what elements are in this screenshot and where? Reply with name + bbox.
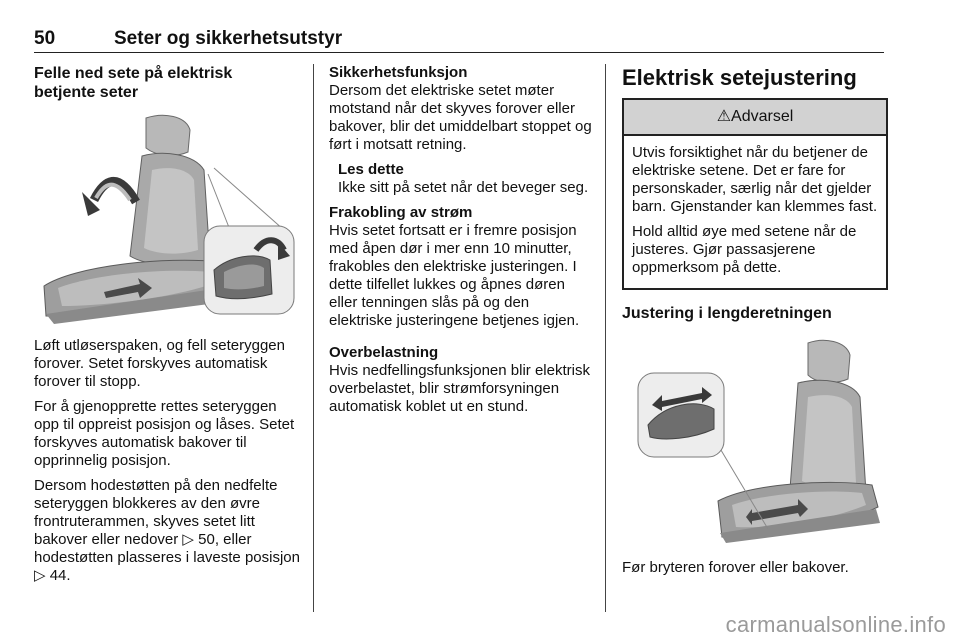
paragraph: For å gjenopprette rettes seteryggen opp til oppreist posisjon og låses. Setet forskyves automatisk bakover til opprinnelig posisjon. <box>34 398 295 469</box>
section-title: Elektrisk setejustering <box>622 65 857 90</box>
column-divider <box>605 64 606 612</box>
chapter-title: Seter og sikkerhetsutstyr <box>114 28 343 49</box>
warning-text: Utvis forsiktighet når du betjener de elektriske setene. Det er fare for personskader, særlig når det gjelder barn. Gjenstander kan klemmes fast. <box>632 144 878 215</box>
paragraph: Dersom det elektriske setet møter motstand når det skyves forover eller bakover, blir det umiddelbart stoppet og ført i motsatt retning. <box>329 82 592 153</box>
warning-triangle-icon: ⚠ <box>716 108 732 125</box>
column-left <box>34 64 300 592</box>
section-heading: Overbelastning <box>329 344 439 361</box>
column-middle <box>329 64 594 423</box>
paragraph-text: Dersom hodestøtten på den nedfelte seteryggen blokkeres av den øvre frontruterammen, skyves setet litt bakover eller nedover <box>34 477 278 548</box>
warning-header <box>624 100 886 136</box>
paragraph: Dersom hodestøtten på den nedfelte seteryggen blokkeres av den øvre frontruterammen, skyves setet litt bakover eller nedover ▷ 50, eller hodestøtten plasseres i laveste posisjon ▷ 44. <box>34 477 300 584</box>
watermark: carmanualsonline.info <box>725 612 946 637</box>
arrow-reference-icon: ▷ <box>34 567 50 584</box>
arrow-reference-icon: ▷ <box>182 531 199 548</box>
page-reference[interactable]: 44 <box>49 567 67 584</box>
paragraph: Hvis nedfellingsfunksjonen blir elektrisk overbelastet, blir strømforsyningen automatisk koblet ut en stund. <box>329 362 590 415</box>
note-text: Ikke sitt på setet når det beveger seg. <box>338 179 589 196</box>
section-heading: Frakobling av strøm <box>329 204 473 221</box>
warning-label: Advarsel <box>731 108 794 125</box>
page-header <box>34 26 884 53</box>
seat-adjust-illustration <box>622 333 884 545</box>
caption: Før bryteren forover eller bakover. <box>622 559 849 576</box>
warning-box <box>622 98 888 290</box>
section-heading: Sikkerhetsfunksjon <box>329 64 468 81</box>
page-number: 50 <box>34 28 56 49</box>
warning-body <box>624 136 886 288</box>
page-reference[interactable]: 50 <box>198 531 215 548</box>
sub-heading: Justering i lengderetningen <box>622 305 832 322</box>
warning-text: Hold alltid øye med setene når de justeres. Gjør passasjerene oppmerksom på dette. <box>632 223 857 276</box>
seat-fold-illustration <box>34 110 300 326</box>
note-heading: Les dette <box>338 161 404 178</box>
column-right <box>622 64 888 584</box>
note <box>329 161 594 197</box>
paragraph: Løft utløserspaken, og fell seteryggen forover. Setet forskyves automatisk forover til stopp. <box>34 337 285 390</box>
column-divider <box>313 64 314 612</box>
section-heading: Felle ned sete på elektrisk betjente seter <box>34 65 233 101</box>
paragraph: Hvis setet fortsatt er i fremre posisjon med åpen dør i mer enn 10 minutter, frakobles den elektriske justeringen. I dette tilfellet lukkes og åpnes døren eller tenningen slås på og den elektriske justeringene betjenes igjen. <box>329 222 580 329</box>
